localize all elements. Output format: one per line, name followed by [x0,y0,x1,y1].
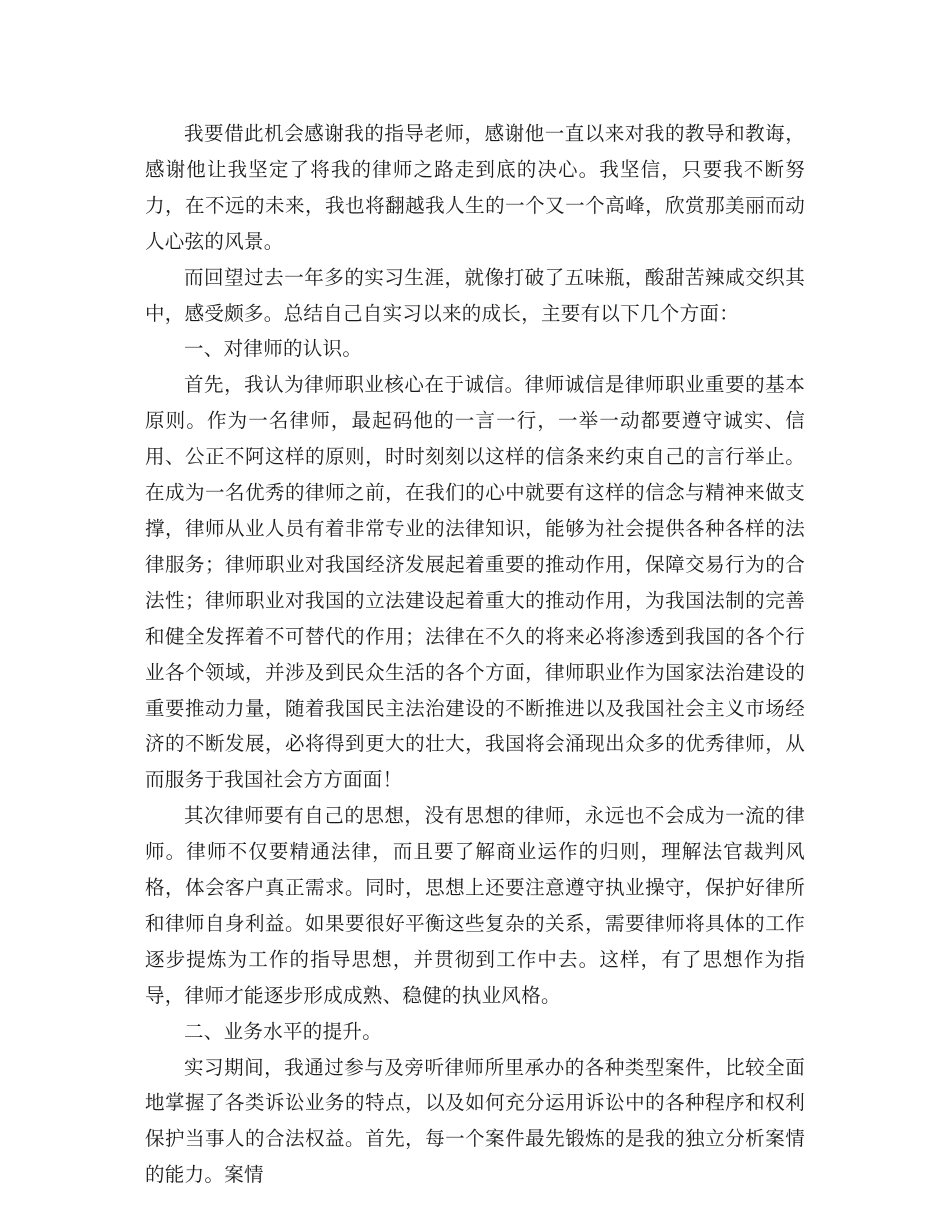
document-body [145,116,805,1193]
paragraph-integrity: 首先，我认为律师职业核心在于诚信。律师诚信是律师职业重要的基本原则。作为一名律师，最起码他的一言一行，一举一动都要遵守诚实、信用、公正不阿这样的原则，时时刻刻以这样的信条来约束自己的言行举止。在成为一名优秀的律师之前，在我们的心中就要有这样的信念与精神来做支撑，律师从业人员有着非常专业的法律知识，能够为社会提供各种各样的法律服务；律师职业对我国经济发展起着重要的推动作用，保障交易行为的合法性；律师职业对我国的立法建设起着重大的推动作用，为我国法制的完善和健全发挥着不可替代的作用；法律在不久的将来必将渗透到我国的各个行业各个领域，并涉及到民众生活的各个方面，律师职业作为国家法治建设的重要推动力量，随着我国民主法治建设的不断推进以及我国社会主义市场经济的不断发展，必将得到更大的壮大，我国将会涌现出众多的优秀律师，从而服务于我国社会方方面面！ [145,373,805,792]
section-heading-professional-skills: 二、业务水平的提升。 [184,1019,383,1043]
section-heading-lawyer-understanding: 一、对律师的认识。 [184,337,363,361]
paragraph-retrospective: 而回望过去一年多的实习生涯，就像打破了五味瓶，酸甜苦辣咸交织其中，感受颇多。总结自己自实习以来的成长，主要有以下几个方面： [145,265,805,325]
paragraph-own-thoughts: 其次律师要有自己的思想，没有思想的律师，永远也不会成为一流的律师。律师不仅要精通法律，而且要了解商业运作的归则，理解法官裁判风格，体会客户真正需求。同时，思想上还要注意遵守执业操守，保护好律所和律师自身利益。如果要很好平衡这些复杂的关系，需要律师将具体的工作逐步提炼为工作的指导思想，并贯彻到工作中去。这样，有了思想作为指导，律师才能逐步形成成熟、稳健的执业风格。 [145,804,805,1007]
paragraph-gratitude: 我要借此机会感谢我的指导老师，感谢他一直以来对我的教导和教诲，感谢他让我坚定了将我的律师之路走到底的决心。我坚信，只要我不断努力，在不远的未来，我也将翻越我人生的一个又一个高峰，欣赏那美丽而动人心弦的风景。 [145,122,805,253]
paragraph-internship-cases: 实习期间，我通过参与及旁听律师所里承办的各种类型案件，比较全面地掌握了各类诉讼业务的特点，以及如何充分运用诉讼中的各种程序和权利保护当事人的合法权益。首先，每一个案件最先锻炼的是我的独立分析案情的能力。案情 [145,1055,805,1187]
